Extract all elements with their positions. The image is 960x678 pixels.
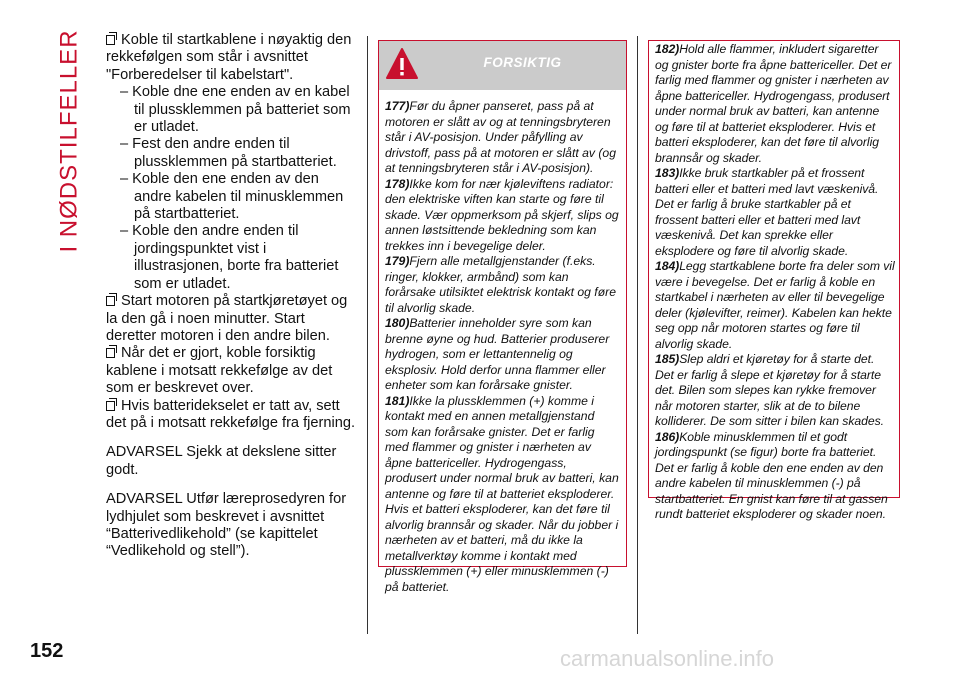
chapter-side-title <box>50 29 90 253</box>
step-bullet-icon <box>106 346 117 358</box>
caution-header <box>379 41 626 90</box>
sub-step: – Koble den ene enden av den andre kabelen til minusklemmen på startbatteriet. <box>120 171 344 223</box>
column-divider <box>367 36 368 634</box>
watermark-text: carmanualsonline.info <box>560 646 775 671</box>
advarsel-note: ADVARSEL Utfør læreprosedyren for lydhjulet som beskrevet i avsnittet “Batterivedlikehold” (se kapittelet “Vedlikehold og stell”). <box>106 491 347 560</box>
chapter-title-text: I NØDSTILFELLER <box>56 29 83 253</box>
caution-continued-box <box>648 40 900 521</box>
instruction-paragraph: Hvis batteridekselet er tatt av, sett det på i motsatt rekkefølge fra fjerning. <box>106 397 356 431</box>
sub-step: – Fest den andre enden til plussklemmen på startbatteriet. <box>120 136 337 170</box>
instruction-paragraph: Koble til startkablene i nøyaktig den rekkefølgen som står i avsnittet "Forberedelser til kabelstart". <box>106 32 352 83</box>
caution-body <box>379 90 626 595</box>
caution-item: 183)Ikke bruk startkabler på et frossent batteri eller et batteri med lavt væskenivå. Det er farlig å bruke startkabler på et frossent batteri eller et batteri med lavt væskenivå. Det kan sprekke eller eksplodere og føre til alvorlig skade. <box>655 166 879 258</box>
caution-item: 184)Legg startkablene borte fra deler som vil være i bevegelse. Det er farlig å koble en startkabel i nærheten av eller til bevegelige deler (kjølevifter, reimer). Kabelen kan hekte seg opp når motoren startes og føre til alvorlig skade. <box>655 259 895 351</box>
column-divider <box>637 36 638 634</box>
sub-step: – Koble dne ene enden av en kabel til plussklemmen på batteriet som er utladet. <box>120 84 351 136</box>
caution-title: FORSIKTIG <box>483 55 562 70</box>
step-bullet-icon <box>106 399 117 411</box>
caution-item: 182)Hold alle flammer, inkludert sigaretter og gnister borte fra åpne battericeller. Det er farlig med flammer og gnister i nærheten av åpne battericeller. Hydrogengass, produsert under normal bruk av batteri, kan antenne og føre til at batteriet eksploderer. Hvis et batteri eksploderer, kan det føre til alvorlig brannsår og skader. <box>655 42 892 165</box>
instruction-paragraph: Start motoren på startkjøretøyet og la den gå i noen minutter. Start deretter motoren i den andre bilen. <box>106 293 348 344</box>
caution-item: 177)Før du åpner panseret, pass på at motoren er slått av og at tenningsbryteren står i AV-posisjon. Under påfylling av drivstoff, pass på at motoren er slått av (og at tenningsbryteren står i AV-posisjon). <box>385 99 616 175</box>
instructions-column <box>106 32 358 561</box>
page-number: 152 <box>30 640 64 662</box>
caution-item: 180)Batterier inneholder syre som kan brenne øyne og hud. Batterier produserer hydrogen, som er lettantennelig og eksplosiv. Hold derfor unna flammer eller enheter som kan forårsake gnister. <box>385 316 610 392</box>
caution-item: 185)Slep aldri et kjøretøy for å starte det. Det er farlig å slepe et kjøretøy for å starte det. Bilen som slepes kan rykke fremover når motoren starter, slik at de to bilene kolliderer. De som sitter i bilen kan skades. <box>655 352 884 428</box>
caution-box <box>378 40 627 594</box>
warning-triangle-icon <box>385 47 419 81</box>
advarsel-note: ADVARSEL Sjekk at dekslene sitter godt. <box>106 444 337 478</box>
caution-item: 186)Koble minusklemmen til et godt jordingspunkt (se figur) borte fra batteriet. Det er farlig å koble den ene enden av den andre kabelen til minusklemmen (-) på startbatteriet. En gnist kan føre til at gassen rundt batteriet eksploderer og skader noen. <box>655 429 888 521</box>
caution-item: 181)Ikke la plussklemmen (+) komme i kontakt med en annen metallgjenstand som kan forårsake gnister. Det er farlig med flammer og gnister i nærheten av åpne battericeller. Hydrogengass, produsert under normal bruk av batteri, kan antenne og føre til at batteriet eksploderer. Hvis et batteri eksploderer, kan det føre til alvorlig brannsår og skader. Når du jobber i nærheten av et batteri, må du ikke la metallverktøy komme i kontakt med plussklemmen (+) eller minusklemmen (-) på batteriet. <box>385 393 619 594</box>
sub-step: – Koble den andre enden til jordingspunktet vist i illustrasjonen, borte fra batteriet som er utladet. <box>120 223 339 292</box>
caution-item: 178)Ikke kom for nær kjøleviftens radiator: den elektriske viften kan starte og føre til skade. Vær oppmerksom på skjerf, slips og annen løstsittende bekledning som kan trekkes inn i bevegelige deler. <box>385 176 619 253</box>
step-bullet-icon <box>106 33 117 45</box>
caution-item: 179)Fjern alle metallgjenstander (f.eks. ringer, klokker, armbånd) som kan forårsake utilsiktet elektrisk kontakt og føre til alvorlig skade. <box>385 254 616 315</box>
step-bullet-icon <box>106 294 117 306</box>
instruction-paragraph: Når det er gjort, koble forsiktig kablene i motsatt rekkefølge av det som er beskrevet over. <box>106 345 333 397</box>
